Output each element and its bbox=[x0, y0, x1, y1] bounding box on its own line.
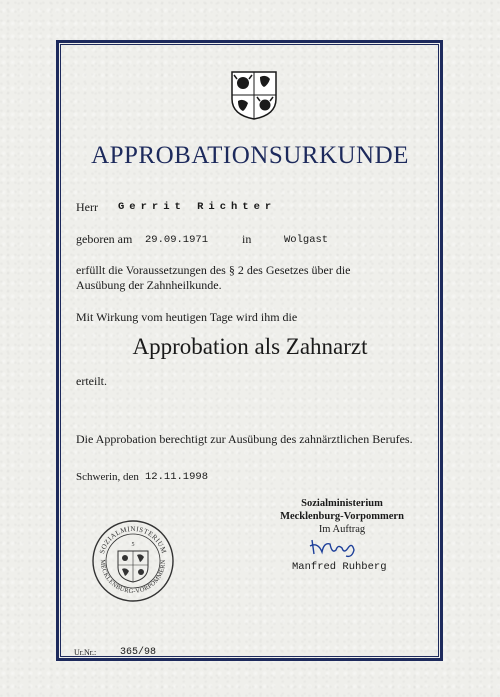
salutation: Herr bbox=[76, 200, 98, 214]
official-seal-icon bbox=[91, 519, 175, 603]
seal-number: 5 bbox=[131, 542, 135, 548]
reference-number: 365/98 bbox=[120, 647, 157, 658]
ministry-state: Mecklenburg-Vorpommern bbox=[280, 511, 404, 522]
birth-date: 29.09.1971 bbox=[145, 234, 209, 246]
reference-label: Ur.Nr.: bbox=[74, 648, 97, 657]
signatory-name: Manfred Ruhberg bbox=[292, 561, 387, 573]
holder-name: Gerrit Richter bbox=[118, 201, 277, 213]
birth-place: Wolgast bbox=[284, 234, 329, 246]
in-label: in bbox=[242, 232, 252, 246]
document-title: APPROBATIONSURKUNDE bbox=[91, 142, 409, 169]
requirements-line-1: erfüllt die Voraussetzungen des § 2 des Gesetzes über die bbox=[76, 263, 351, 277]
entitlement-text: Die Approbation berechtigt zur Ausübung des zahnärztlichen Berufes. bbox=[76, 432, 413, 446]
approbation-heading: Approbation als Zahnarzt bbox=[132, 334, 368, 359]
seal-top-text: SOZIALMINISTERIUM bbox=[97, 524, 169, 555]
signature-icon bbox=[308, 536, 358, 560]
ministry-name: Sozialministerium bbox=[301, 498, 383, 509]
place-date-label: Schwerin, den bbox=[76, 471, 139, 483]
ministry-block bbox=[272, 497, 412, 536]
requirements-line-2: Ausübung der Zahnheilkunde. bbox=[76, 278, 222, 292]
born-label: geboren am bbox=[76, 232, 133, 246]
issue-date: 12.11.1998 bbox=[145, 471, 209, 483]
granted-text: erteilt. bbox=[76, 374, 107, 388]
effect-line: Mit Wirkung vom heutigen Tage wird ihm die bbox=[76, 310, 298, 324]
on-behalf-label: Im Auftrag bbox=[318, 524, 366, 535]
seal-bottom-text: MECKLENBURG-VORPOMMERN bbox=[98, 559, 168, 596]
coat-of-arms-icon bbox=[229, 69, 279, 121]
